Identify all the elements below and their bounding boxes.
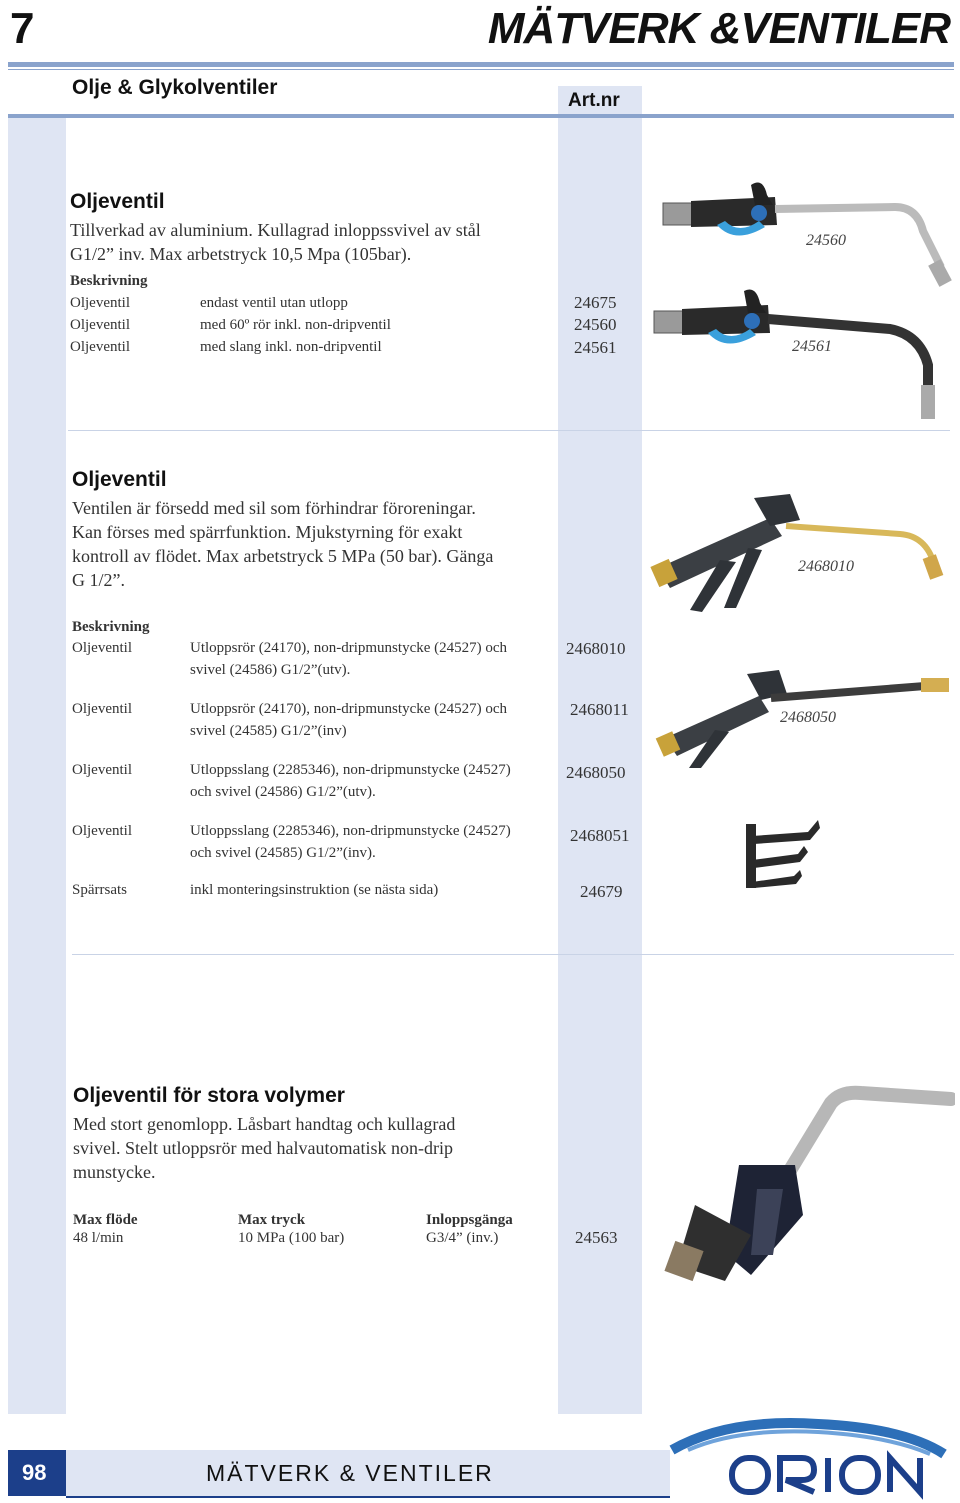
- section1-row-name: Oljeventil: [70, 339, 130, 355]
- section2-row-name: Oljeventil: [72, 823, 132, 839]
- section2-row-desc2: och svivel (24586) G1/2”(utv).: [190, 784, 376, 800]
- page-number: 98: [22, 1460, 47, 1485]
- section-divider: [68, 430, 950, 431]
- section3-desc-line-3: munstycke.: [73, 1162, 156, 1182]
- image-caption-2468050: 2468050: [780, 709, 836, 726]
- footer-rule: [66, 1496, 670, 1498]
- spec-label-max-pressure: Max tryck: [238, 1212, 306, 1228]
- section1-title: Oljeventil: [70, 190, 165, 213]
- section2-row-desc2: svivel (24586) G1/2”(utv).: [190, 662, 351, 678]
- oil-valve-24560-image: [655, 175, 955, 290]
- section2-row-name: Oljeventil: [72, 762, 132, 778]
- oil-valve-2468010-image: [650, 490, 950, 615]
- section1-desc-line-1: Tillverkad av aluminium. Kullagrad inloppssvivel av stål: [70, 220, 481, 240]
- section2-desc-line-1: Ventilen är försedd med sil som förhindrar föroreningar.: [72, 498, 476, 518]
- chapter-number: 7: [10, 4, 35, 53]
- spec-value-max-pressure: 10 MPa (100 bar): [238, 1230, 345, 1246]
- image-caption-2468010: 2468010: [798, 558, 854, 575]
- footer-title: MÄTVERK & VENTILER: [206, 1460, 494, 1486]
- orion-logo-icon: [668, 1414, 956, 1500]
- header-rule-thin: [8, 69, 954, 70]
- section2-row-desc2: och svivel (24585) G1/2”(inv).: [190, 845, 376, 861]
- section1-row-desc: med slang inkl. non-dripventil: [200, 339, 382, 355]
- section2-row-desc1: Utloppsslang (2285346), non-dripmunstycke (24527): [190, 762, 511, 778]
- section2-row-desc1: inkl monteringsinstruktion (se nästa sida): [190, 882, 439, 898]
- large-volume-valve-24563-image: [655, 1085, 955, 1295]
- chapter-title: MÄTVERK &VENTILER: [487, 4, 950, 53]
- spec-value-max-flow: 48 l/min: [73, 1230, 124, 1246]
- section1-row-artnr: 24675: [574, 293, 617, 312]
- artnr-column-stripe: [558, 86, 642, 1414]
- section2-row-desc1: Utloppsslang (2285346), non-dripmunstycke (24527): [190, 823, 511, 839]
- section2-row-artnr: 2468011: [570, 700, 629, 719]
- section1-table-heading: Beskrivning: [70, 273, 148, 289]
- lock-kit-24679-image: [738, 816, 828, 892]
- section-title: Olje & Glykolventiler: [72, 76, 278, 99]
- section2-row-artnr: 2468010: [566, 639, 626, 658]
- section3-artnr: 24563: [575, 1228, 618, 1247]
- section2-row-desc2: svivel (24585) G1/2”(inv): [190, 723, 347, 739]
- spec-label-inlet-thread: Inloppsgänga: [426, 1212, 513, 1228]
- image-caption-24561: 24561: [792, 338, 832, 355]
- section2-row-name: Oljeventil: [72, 701, 132, 717]
- section-divider: [72, 954, 954, 955]
- section3-title: Oljeventil för stora volymer: [73, 1084, 345, 1107]
- section1-desc-line-2: G1/2” inv. Max arbetstryck 10,5 Mpa (105bar).: [70, 244, 412, 264]
- section2-row-artnr: 24679: [580, 882, 623, 901]
- section2-desc-line-3: kontroll av flödet. Max arbetstryck 5 MPa (50 bar). Gänga: [72, 546, 494, 566]
- subheader-rule: [8, 114, 954, 118]
- section2-row-desc1: Utloppsrör (24170), non-dripmunstycke (24527) och: [190, 701, 508, 717]
- header-rule: [8, 62, 954, 67]
- left-stripe: [8, 118, 66, 1414]
- section1-row-name: Oljeventil: [70, 317, 130, 333]
- spec-label-max-flow: Max flöde: [73, 1212, 138, 1228]
- section2-desc-line-2: Kan förses med spärrfunktion. Mjukstyrning för exakt: [72, 522, 463, 542]
- section2-row-desc1: Utloppsrör (24170), non-dripmunstycke (24527) och: [190, 640, 508, 656]
- section1-row-name: Oljeventil: [70, 295, 130, 311]
- spec-value-inlet-thread: G3/4” (inv.): [426, 1230, 499, 1246]
- section2-row-artnr: 2468051: [570, 826, 630, 845]
- section1-row-artnr: 24560: [574, 315, 617, 334]
- section1-row-desc: med 60º rör inkl. non-dripventil: [200, 317, 391, 333]
- section2-desc-line-4: G 1/2”.: [72, 570, 125, 590]
- section2-row-name: Oljeventil: [72, 640, 132, 656]
- section2-row-artnr: 2468050: [566, 763, 626, 782]
- section2-title: Oljeventil: [72, 468, 167, 491]
- section2-table-heading: Beskrivning: [72, 619, 150, 635]
- image-caption-24560: 24560: [806, 232, 846, 249]
- section3-desc-line-2: svivel. Stelt utloppsrör med halvautomatisk non-drip: [73, 1138, 453, 1158]
- section3-desc-line-1: Med stort genomlopp. Låsbart handtag och kullagrad: [73, 1114, 456, 1134]
- section1-row-desc: endast ventil utan utlopp: [200, 295, 348, 311]
- section1-row-artnr: 24561: [574, 338, 617, 357]
- artnr-heading: Art.nr: [568, 90, 620, 111]
- section2-row-name: Spärrsats: [72, 882, 127, 898]
